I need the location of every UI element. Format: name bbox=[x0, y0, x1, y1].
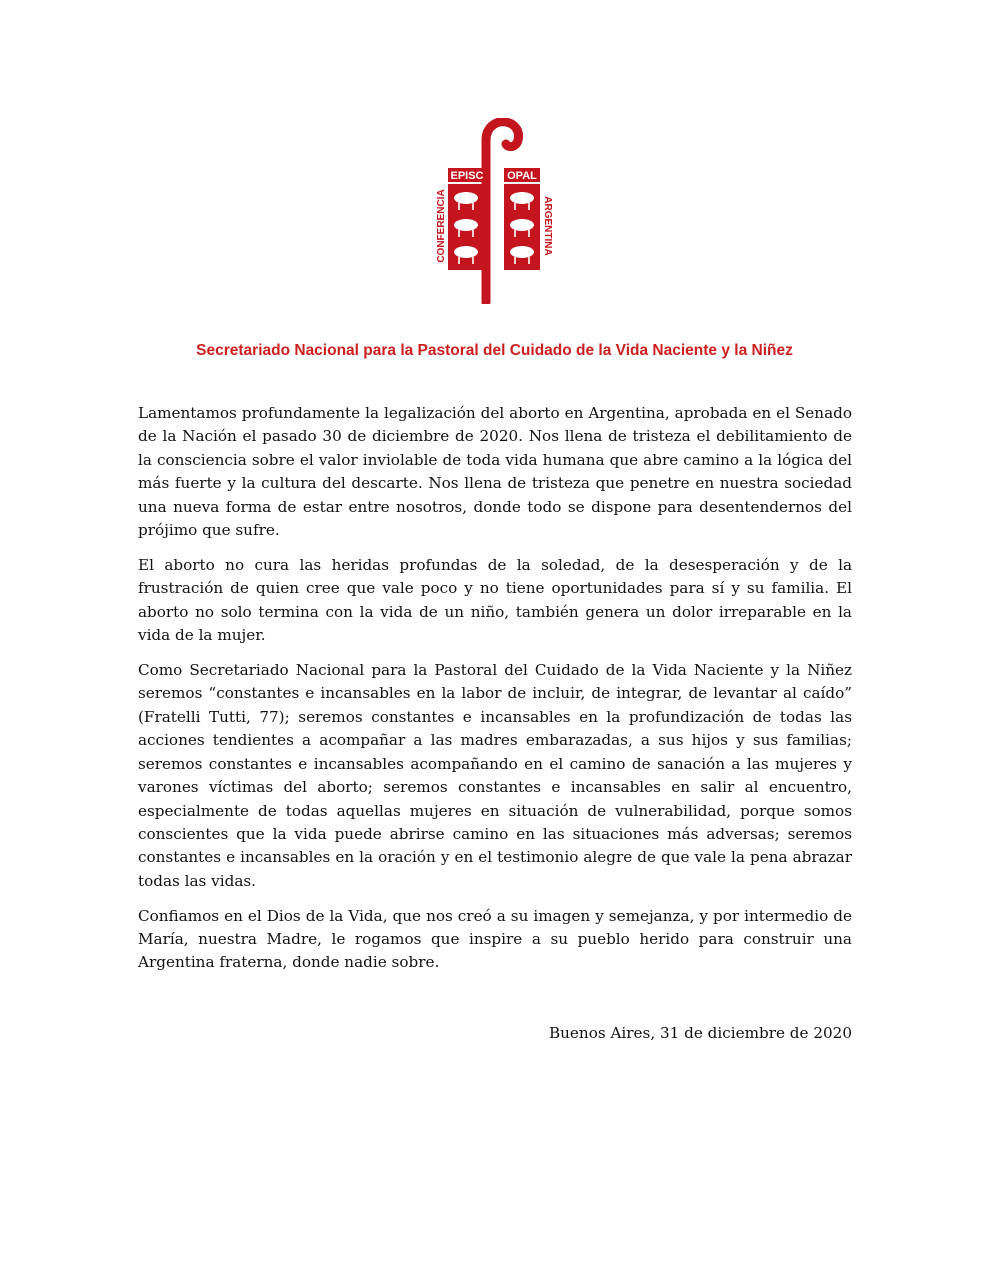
paragraph-2: El aborto no cura las heridas profundas de la soledad, de la desesperación y de la frustración de quien cree que vale poco y no tiene oportunidades para sí y su familia. El aborto no solo termina con la vida de un niño, también genera un dolor irreparable en la vida de la mujer. bbox=[138, 555, 852, 645]
document-body bbox=[138, 402, 852, 986]
document-heading: Secretariado Nacional para la Pastoral del Cuidado de la Vida Naciente y la Niñez bbox=[196, 342, 793, 359]
paragraph-4: Confiamos en el Dios de la Vida, que nos creó a su imagen y semejanza, y por intermedio de María, nuestra Madre, le rogamos que inspire a su pueblo herido para construir una Argentina fraterna, donde nadie sobre. bbox=[138, 906, 852, 972]
logo-text-top-right: OPAL bbox=[507, 170, 537, 182]
logo-text-top-left: EPISC bbox=[450, 170, 484, 182]
episcopal-conference-logo bbox=[428, 118, 562, 304]
logo-text-left: CONFERENCIA bbox=[436, 189, 447, 263]
paragraph-3: Como Secretariado Nacional para la Pastoral del Cuidado de la Vida Naciente y la Niñez seremos “constantes e incansables en la labor de incluir, de integrar, de levantar al caído” (Fratelli Tutti, 77); seremos constantes e incansables en la profundización de todas las acciones tendientes a acompañar a las madres embarazadas, a sus hijos y sus familias; seremos constantes e incansables acompañando en el camino de sanación a las mujeres y varones víctimas del aborto; seremos constantes e incansables en salir al encuentro, especialmente de todas aquellas mujeres en situación de vulnerabilidad, porque somos conscientes que la vida puede abrirse camino en las situaciones más adversas; seremos constantes e incansables en la oración y en el testimonio alegre de que vale la pena abrazar todas las vidas. bbox=[138, 661, 852, 890]
dateline: Buenos Aires, 31 de diciembre de 2020 bbox=[548, 1024, 852, 1042]
paragraph-1: Lamentamos profundamente la legalización del aborto en Argentina, aprobada en el Senado de la Nación el pasado 30 de diciembre de 2020. Nos llena de tristeza el debilitamiento de la consciencia sobre el valor inviolable de toda vida humana que abre camino a la lógica del más fuerte y la cultura del descarte. Nos llena de tristeza que penetre en nuestra sociedad una nueva forma de estar entre nosotros, donde todo se dispone para desentendernos del prójimo que sufre. bbox=[138, 404, 852, 540]
logo-text-right: ARGENTINA bbox=[542, 196, 553, 256]
logo-graphic bbox=[428, 118, 562, 304]
